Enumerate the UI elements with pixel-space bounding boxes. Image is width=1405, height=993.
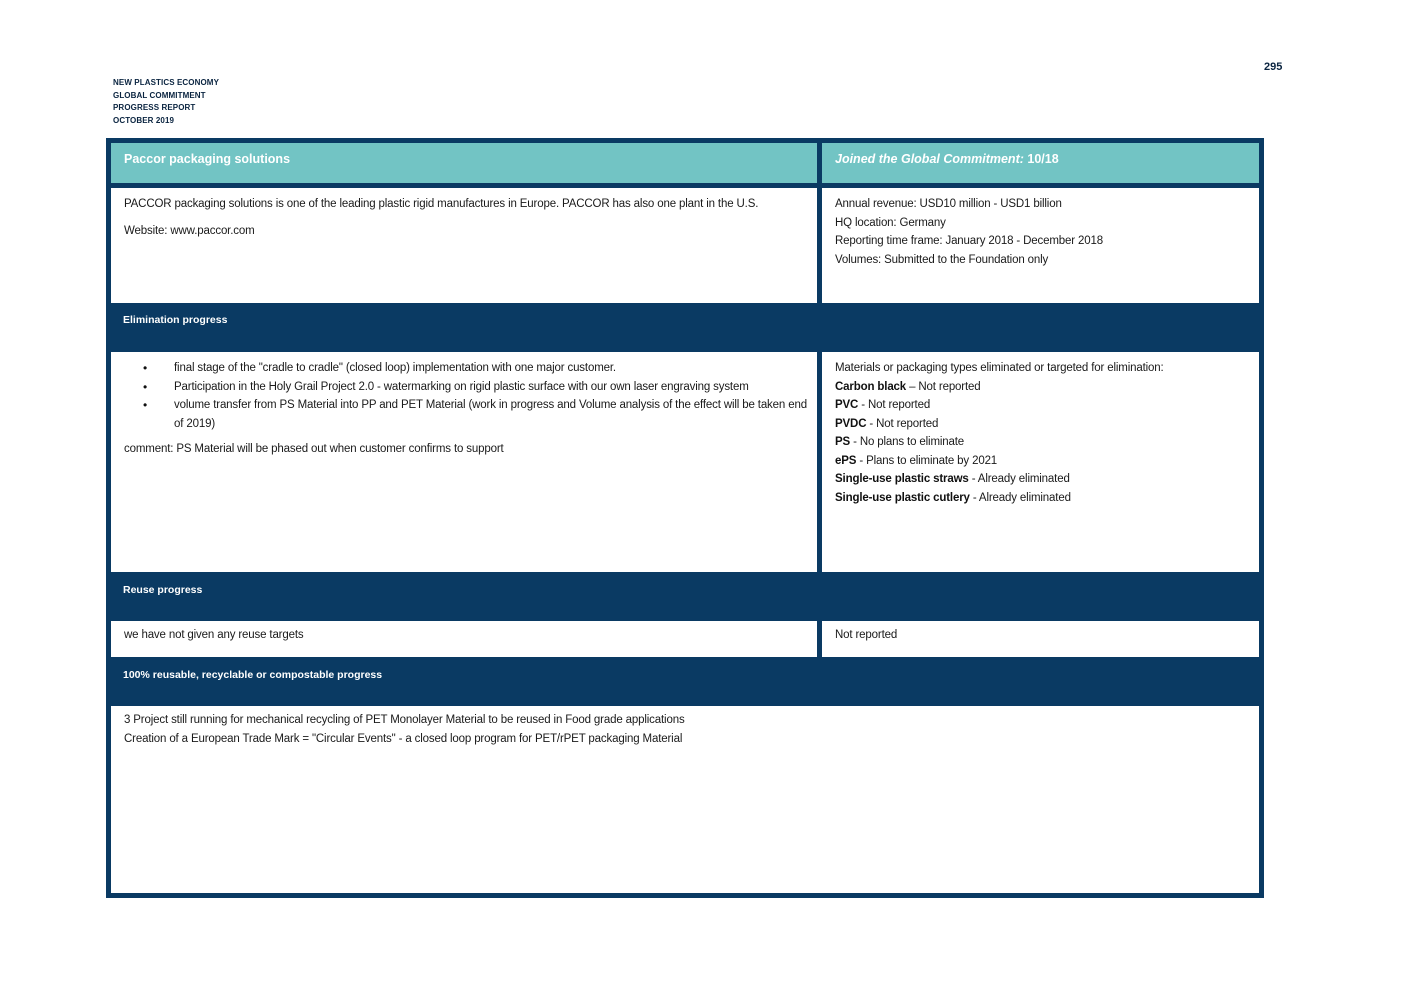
- material-ps: [835, 433, 1249, 452]
- reuse-status-cell: [822, 621, 1259, 657]
- material-straws: [835, 470, 1249, 489]
- material-name: Carbon black: [835, 380, 907, 393]
- list-item: • volume transfer from PS Material into PP and PET Material (work in progress and Volume analysis of the effect will be taken end of 2019): [124, 396, 807, 433]
- company-name-cell: [111, 143, 817, 183]
- header-line: PROGRESS REPORT: [113, 103, 196, 112]
- recyclable-cell: [111, 706, 1259, 893]
- elimination-bullets: [124, 359, 807, 433]
- company-description: PACCOR packaging solutions is one of the leading plastic rigid manufactures in Europe. PACCOR has also one plant in the U.S.: [124, 198, 759, 210]
- recyclable-line: 3 Project still running for mechanical recycling of PET Monolayer Material to be reused in Food grade applications: [124, 714, 685, 726]
- facts-cell: [822, 188, 1259, 303]
- material-status: - Not reported: [866, 417, 939, 430]
- recyclable-line: Creation of a European Trade Mark = "Circular Events" - a closed loop program for PET/rPET packaging Material: [124, 732, 683, 745]
- reuse-status: Not reported: [835, 629, 898, 641]
- materials-intro: Materials or packaging types eliminated or targeted for elimination:: [835, 362, 1164, 374]
- material-status: - No plans to eliminate: [850, 436, 965, 448]
- material-name: PVDC: [835, 417, 867, 430]
- joined-date: 10/18: [1027, 152, 1059, 166]
- material-name: PS: [835, 436, 851, 448]
- material-status: – Not reported: [906, 380, 981, 393]
- material-name: PVC: [835, 399, 859, 411]
- elimination-actions-cell: [111, 352, 817, 572]
- reuse-text: we have not given any reuse targets: [124, 629, 304, 641]
- recyclable-title: 100% reusable, recyclable or compostable progress: [123, 669, 383, 681]
- header-line: OCTOBER 2019: [113, 115, 175, 125]
- fact-hq-location: HQ location: Germany: [835, 216, 946, 229]
- report-header: [113, 77, 219, 127]
- material-name: ePS: [835, 454, 857, 467]
- fact-reporting-timeframe: Reporting time frame: January 2018 - December 2018: [835, 235, 1104, 247]
- reuse-text-cell: [111, 621, 817, 657]
- header-line: GLOBAL COMMITMENT: [113, 90, 206, 100]
- joined-label: Joined the Global Commitment:: [835, 152, 1024, 166]
- reuse-title: Reuse progress: [123, 584, 203, 596]
- material-status: - Plans to eliminate by 2021: [856, 454, 998, 467]
- company-website: Website: www.paccor.com: [124, 224, 255, 237]
- company-profile-table: [106, 138, 1264, 898]
- material-pvc: [835, 396, 1249, 415]
- elimination-comment: comment: PS Material will be phased out when customer confirms to support: [124, 443, 504, 455]
- material-eps: [835, 452, 1249, 471]
- list-item: • final stage of the "cradle to cradle" (closed loop) implementation with one major customer.: [124, 359, 807, 378]
- reuse-section-title: [106, 584, 1264, 596]
- page-number: 295: [1264, 61, 1283, 73]
- elimination-title: Elimination progress: [123, 314, 228, 326]
- description-cell: [111, 188, 817, 303]
- list-item: • Participation in the Holy Grail Project 2.0 - watermarking on rigid plastic surface with our own laser engraving system: [124, 378, 807, 397]
- header-line: NEW PLASTICS ECONOMY: [113, 78, 220, 87]
- material-cutlery: [835, 489, 1249, 508]
- material-name: Single-use plastic straws: [835, 473, 969, 485]
- elimination-section-title: [106, 314, 1264, 326]
- recyclable-section-title: [106, 669, 1264, 681]
- company-name: Paccor packaging solutions: [124, 152, 291, 166]
- material-name: Single-use plastic cutlery: [835, 491, 970, 504]
- joined-cell: [822, 143, 1259, 183]
- material-pvdc: [835, 415, 1249, 434]
- fact-annual-revenue: Annual revenue: USD10 million - USD1 billion: [835, 198, 1062, 210]
- material-status: - Not reported: [858, 399, 931, 411]
- materials-cell: [822, 352, 1259, 572]
- material-status: - Already eliminated: [968, 473, 1070, 485]
- fact-volumes: Volumes: Submitted to the Foundation only: [835, 253, 1049, 266]
- material-carbon-black: [835, 378, 1249, 397]
- material-status: - Already eliminated: [969, 491, 1071, 504]
